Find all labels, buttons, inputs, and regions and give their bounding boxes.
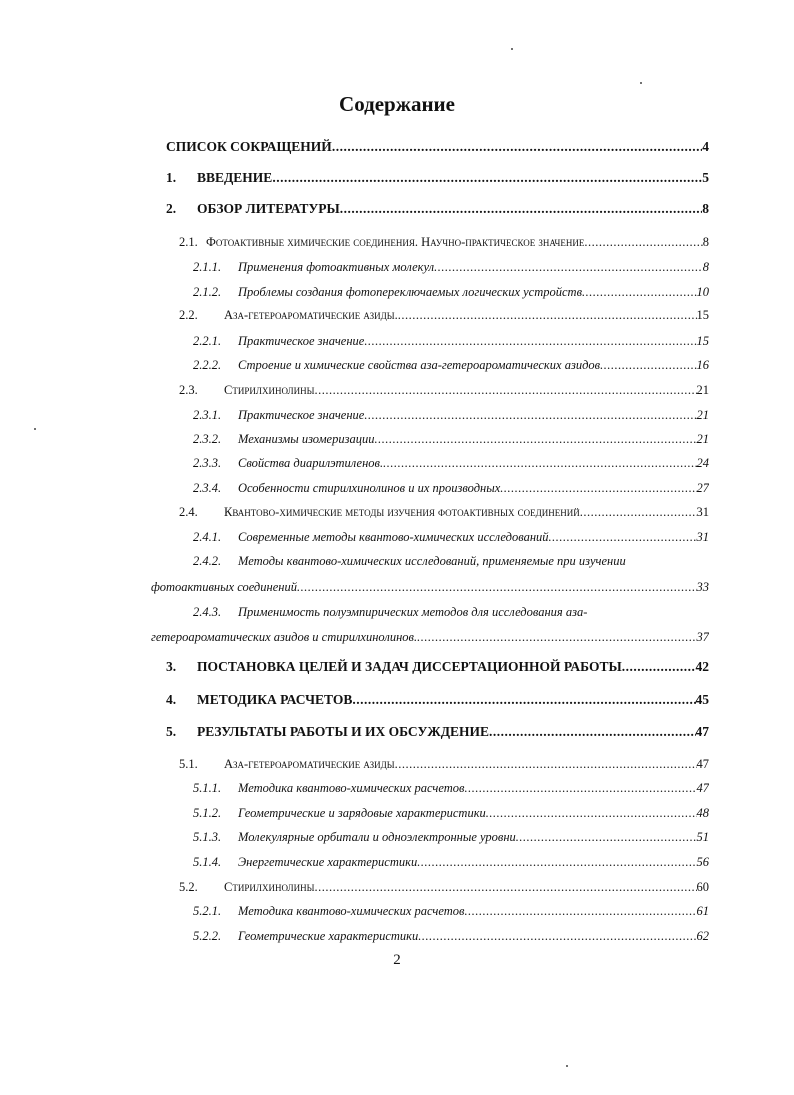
toc-dot-leader bbox=[622, 657, 696, 677]
toc-entry-title: Геометрические характеристики bbox=[238, 929, 419, 943]
toc-dot-leader bbox=[418, 926, 696, 946]
toc-entry-title: Квантово-химические методы изучения фотоактивных соединений bbox=[224, 505, 580, 519]
toc-entry-page: 31 bbox=[696, 505, 709, 519]
toc-entry-page: 31 bbox=[696, 530, 709, 544]
toc-entry-number: 5.2. bbox=[179, 880, 198, 894]
toc-entry-page: 16 bbox=[696, 358, 709, 372]
toc-entry-number: 5.2.2. bbox=[193, 929, 222, 943]
toc-entry-title: Энергетические характеристики bbox=[238, 855, 418, 869]
toc-entry-number: 5.2.1. bbox=[193, 904, 222, 918]
toc-dot-leader bbox=[332, 137, 702, 157]
toc-entry[interactable] bbox=[193, 355, 709, 375]
toc-entry[interactable] bbox=[151, 577, 709, 597]
toc-entry-number: 2.4.2. bbox=[193, 554, 222, 568]
toc-dot-leader bbox=[580, 502, 697, 522]
toc-entry-number: 5.1.2. bbox=[193, 806, 222, 820]
scan-speck bbox=[566, 1065, 568, 1067]
toc-entry[interactable] bbox=[193, 901, 709, 921]
toc-dot-leader bbox=[464, 778, 696, 798]
toc-dot-leader bbox=[600, 355, 696, 375]
toc-entry-page: 21 bbox=[696, 432, 709, 446]
toc-entry-title: ОБЗОР ЛИТЕРАТУРЫ bbox=[197, 201, 340, 216]
toc-entry-page: 10 bbox=[696, 285, 709, 299]
toc-entry-title: Свойства диарилэтиленов. bbox=[238, 456, 384, 470]
toc-entry-title: гетероароматических азидов и стирилхинолинов. bbox=[151, 630, 418, 644]
toc-entry-page: 15 bbox=[696, 308, 709, 322]
toc-dot-leader bbox=[516, 827, 697, 847]
toc-entry-title: фотоактивных соединений bbox=[151, 580, 297, 594]
toc-entry-title: Молекулярные орбитали и одноэлектронные уровни bbox=[238, 830, 516, 844]
toc-entry[interactable] bbox=[193, 803, 709, 823]
toc-entry-number: 2.1. bbox=[179, 235, 198, 249]
toc-entry[interactable] bbox=[193, 282, 709, 302]
toc-entry-number: 5.1.1. bbox=[193, 781, 222, 795]
toc-entry-title: Аза-гетероароматические азиды. bbox=[224, 308, 398, 322]
toc-entry-title: Практическое значение bbox=[238, 408, 365, 422]
toc-dot-leader bbox=[314, 877, 696, 897]
toc-dot-leader bbox=[582, 282, 696, 302]
toc-entry-title: Практическое значение bbox=[238, 334, 365, 348]
toc-entry[interactable] bbox=[193, 478, 709, 498]
toc-entry-number: 2.2.2. bbox=[193, 358, 222, 372]
toc-dot-leader bbox=[395, 754, 697, 774]
toc-entry-page: 8 bbox=[702, 201, 709, 216]
toc-entry-title: Проблемы создания фотопереключаемых логических устройств bbox=[238, 285, 583, 299]
toc-entry-page: 61 bbox=[696, 904, 709, 918]
toc-entry-title: Современные методы квантово-химических исследований bbox=[238, 530, 549, 544]
toc-dot-leader bbox=[417, 627, 696, 647]
toc-entry-page: 8 bbox=[702, 260, 709, 274]
toc-entry-number: 2.4. bbox=[179, 505, 198, 519]
toc-entry[interactable] bbox=[166, 168, 709, 188]
toc-entry[interactable] bbox=[193, 926, 709, 946]
toc-entry-number: 2.3.4. bbox=[193, 481, 222, 495]
toc-entry-page: 47 bbox=[696, 757, 709, 771]
toc-entry-title: Механизмы изомеризации bbox=[238, 432, 375, 446]
toc-entry-number: 5.1. bbox=[179, 757, 198, 771]
toc-dot-leader bbox=[434, 257, 703, 277]
toc-dot-leader bbox=[352, 690, 695, 710]
toc-entry[interactable] bbox=[193, 551, 709, 571]
toc-dot-leader bbox=[398, 305, 697, 325]
toc-entry[interactable] bbox=[193, 257, 709, 277]
toc-entry[interactable] bbox=[193, 827, 709, 847]
toc-entry-number: 2.2. bbox=[179, 308, 198, 322]
page-number: 2 bbox=[393, 952, 401, 968]
toc-entry-page: 21 bbox=[696, 383, 709, 397]
toc-entry-title: ВВЕДЕНИЕ bbox=[197, 170, 273, 185]
toc-entry-title: СПИСОК СОКРАЩЕНИЙ bbox=[166, 139, 332, 154]
toc-entry-page: 8 bbox=[702, 235, 709, 249]
toc-entry-title: Строение и химические свойства аза-гетероароматических азидов bbox=[238, 358, 601, 372]
toc-entry-page: 60 bbox=[696, 880, 709, 894]
toc-entry-title: Аза-гетероароматические азиды bbox=[224, 757, 395, 771]
toc-dot-leader bbox=[383, 453, 696, 473]
toc-entry[interactable] bbox=[179, 380, 709, 400]
toc-entry[interactable] bbox=[166, 690, 709, 710]
toc-entry-page: 56 bbox=[696, 855, 709, 869]
scan-speck bbox=[511, 48, 513, 50]
toc-entry-page: 5 bbox=[702, 170, 709, 185]
toc-entry-number: 1. bbox=[166, 170, 177, 185]
toc-entry-page: 15 bbox=[696, 334, 709, 348]
toc-entry[interactable] bbox=[193, 405, 709, 425]
toc-dot-leader bbox=[314, 380, 696, 400]
toc-entry-number: 2.3.2. bbox=[193, 432, 222, 446]
toc-entry-title: ПОСТАНОВКА ЦЕЛЕЙ И ЗАДАЧ ДИССЕРТАЦИОННОЙ РАБОТЫ bbox=[197, 659, 622, 674]
toc-entry[interactable] bbox=[166, 199, 709, 219]
toc-entry-number: 2.3.3. bbox=[193, 456, 222, 470]
toc-entry-page: 47 bbox=[695, 724, 709, 739]
toc-entry-page: 62 bbox=[696, 929, 709, 943]
toc-dot-leader bbox=[297, 577, 697, 597]
toc-entry-page: 42 bbox=[695, 659, 709, 674]
toc-entry-title: Методика квантово-химических расчетов bbox=[238, 904, 465, 918]
toc-entry-title: Применения фотоактивных молекул bbox=[238, 260, 435, 274]
toc-entry[interactable] bbox=[179, 232, 709, 252]
toc-dot-leader bbox=[500, 478, 696, 498]
toc-entry-title: Стирилхинолины bbox=[224, 880, 315, 894]
toc-entry[interactable] bbox=[193, 429, 709, 449]
toc-entry-number: 2.4.3. bbox=[193, 605, 222, 619]
toc-entry[interactable] bbox=[193, 778, 709, 798]
toc-dot-leader bbox=[464, 901, 696, 921]
toc-dot-leader bbox=[364, 331, 696, 351]
toc-entry-number: 2.1.2. bbox=[193, 285, 222, 299]
toc-entry[interactable] bbox=[179, 754, 709, 774]
toc-entry-number: 2.2.1. bbox=[193, 334, 222, 348]
toc-entry-number: 2.3. bbox=[179, 383, 198, 397]
toc-entry-title: РЕЗУЛЬТАТЫ РАБОТЫ И ИХ ОБСУЖДЕНИЕ bbox=[197, 724, 490, 739]
toc-entry-number: 4. bbox=[166, 692, 177, 707]
toc-entry[interactable] bbox=[193, 331, 709, 351]
toc-entry-number: 2.4.1. bbox=[193, 530, 222, 544]
toc-entry-title: Методы квантово-химических исследований, применяемые при изучении bbox=[238, 554, 626, 568]
toc-entry[interactable] bbox=[179, 305, 709, 325]
toc-entry-page: 51 bbox=[696, 830, 709, 844]
toc-entry-number: 2. bbox=[166, 201, 177, 216]
toc-entry-title: Фотоактивные химические соединения. Научно-практическое значение bbox=[206, 235, 585, 249]
toc-entry-number: 5. bbox=[166, 724, 177, 739]
scan-speck bbox=[640, 82, 642, 84]
toc-entry-page: 48 bbox=[696, 806, 709, 820]
toc-entry-title: Геометрические и зарядовые характеристики bbox=[238, 806, 486, 820]
toc-entry-title: Особенности стирилхинолинов и их производных bbox=[238, 481, 501, 495]
toc-entry-number: 5.1.3. bbox=[193, 830, 222, 844]
toc-entry-page: 24 bbox=[696, 456, 709, 470]
toc-entry[interactable] bbox=[166, 137, 709, 157]
toc-entry[interactable] bbox=[179, 877, 709, 897]
toc-dot-leader bbox=[374, 429, 696, 449]
toc-entry-number: 2.3.1. bbox=[193, 408, 222, 422]
toc-entry-title: Применимость полуэмпирических методов для исследования аза- bbox=[238, 605, 588, 619]
toc-entry-number: 2.1.1. bbox=[193, 260, 222, 274]
toc-entry-page: 45 bbox=[695, 692, 709, 707]
toc-dot-leader bbox=[272, 168, 702, 188]
toc-dot-leader bbox=[489, 722, 695, 742]
toc-dot-leader bbox=[417, 852, 696, 872]
toc-entry[interactable] bbox=[151, 627, 709, 647]
toc-entry-title: МЕТОДИКА РАСЧЕТОВ bbox=[197, 692, 353, 707]
toc-dot-leader bbox=[364, 405, 696, 425]
toc-entry[interactable] bbox=[193, 852, 709, 872]
toc-entry[interactable] bbox=[193, 453, 709, 473]
toc-entry-number: 5.1.4. bbox=[193, 855, 222, 869]
toc-entry-page: 33 bbox=[696, 580, 709, 594]
toc-entry-page: 21 bbox=[696, 408, 709, 422]
toc-dot-leader bbox=[486, 803, 697, 823]
toc-entry-title: Методика квантово-химических расчетов bbox=[238, 781, 465, 795]
toc-entry[interactable] bbox=[166, 722, 709, 742]
toc-entry-title: Стирилхинолины bbox=[224, 383, 315, 397]
scan-speck bbox=[34, 428, 36, 430]
toc-entry-number: 3. bbox=[166, 659, 177, 674]
toc-entry-page: 37 bbox=[696, 630, 709, 644]
toc-entry-page: 27 bbox=[696, 481, 709, 495]
toc-dot-leader bbox=[584, 232, 702, 252]
page-title: Содержание bbox=[339, 92, 455, 116]
toc-entry-page: 47 bbox=[696, 781, 709, 795]
toc-entry-page: 4 bbox=[702, 139, 709, 154]
toc-entry[interactable] bbox=[193, 602, 709, 622]
toc-entry[interactable] bbox=[179, 502, 709, 522]
toc-dot-leader bbox=[549, 527, 697, 547]
toc-entry[interactable] bbox=[193, 527, 709, 547]
toc-entry[interactable] bbox=[166, 657, 709, 677]
toc-dot-leader bbox=[340, 199, 703, 219]
